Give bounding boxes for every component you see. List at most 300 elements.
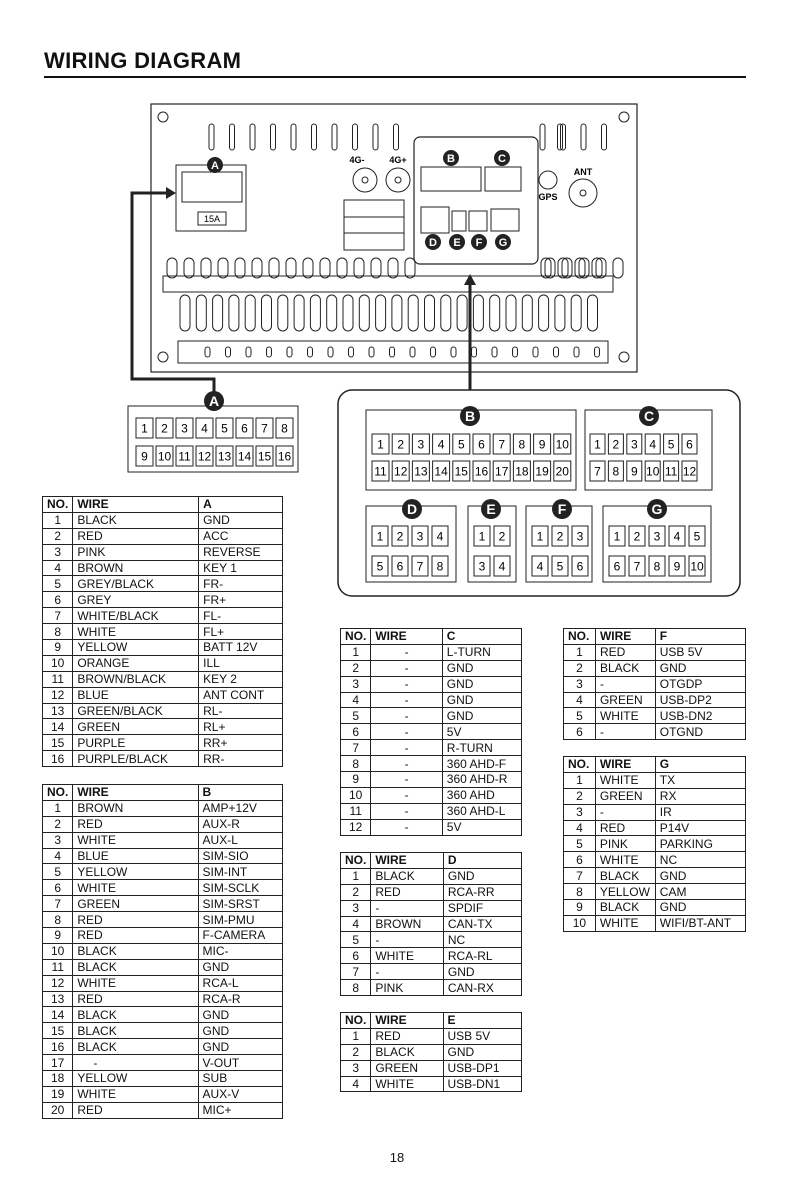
table-cell: SIM-PMU [198, 912, 282, 928]
connector-b-pin-number: 9 [538, 437, 546, 452]
table-cell: PINK [595, 836, 655, 852]
table-header-cell: WIRE [371, 629, 442, 645]
table-cell: 6 [341, 948, 371, 964]
connector-b-pin-number: 14 [434, 464, 448, 479]
table-cell: 2 [341, 660, 371, 676]
table-row [341, 1060, 522, 1076]
table-cell: - [371, 803, 442, 819]
table-cell: YELLOW [73, 640, 199, 656]
svg-text:C: C [643, 408, 655, 424]
wiring-table-a [42, 496, 283, 767]
table-cell: WHITE [73, 1086, 198, 1102]
table-cell: 3 [341, 900, 371, 916]
table-row [43, 1039, 283, 1055]
table-cell: P14V [655, 820, 745, 836]
table-cell: 2 [43, 528, 73, 544]
table-header-cell: WIRE [371, 1013, 443, 1029]
table-cell: 14 [43, 719, 73, 735]
table-row [43, 975, 283, 991]
table-cell: 1 [564, 644, 596, 660]
table-cell: MIC- [198, 943, 282, 959]
table-cell: - [371, 644, 442, 660]
table-cell: GREEN [73, 896, 198, 912]
table-header-cell: NO. [43, 785, 73, 801]
table-cell: 4 [341, 1076, 371, 1092]
table-cell: PARKING [655, 836, 745, 852]
table-row [43, 880, 283, 896]
table-cell: GREY/BLACK [73, 576, 199, 592]
table-cell: PURPLE [73, 735, 199, 751]
table-row [564, 724, 746, 740]
plug-a [128, 391, 298, 472]
page-number: 18 [389, 1150, 405, 1165]
table-row [564, 868, 746, 884]
table-row [43, 735, 283, 751]
table-cell: RED [371, 884, 444, 900]
table-cell: - [371, 772, 442, 788]
connector-e-pin-number: 1 [478, 529, 486, 544]
connector-b-pin-number: 8 [518, 437, 526, 452]
table-row [341, 787, 522, 803]
table-header-row [564, 757, 746, 773]
table-cell: YELLOW [595, 884, 655, 900]
wiring-table-c [340, 628, 522, 836]
table-cell: - [595, 804, 655, 820]
table-cell: PINK [371, 980, 444, 996]
table-cell: SIM-SCLK [198, 880, 282, 896]
table-row [341, 884, 522, 900]
table-cell: GND [198, 959, 282, 975]
table-row [564, 708, 746, 724]
table-row [43, 560, 283, 576]
table-row [43, 624, 283, 640]
table-cell: - [371, 676, 442, 692]
connector-c-pin-number: 8 [612, 464, 620, 479]
table-cell: WIFI/BT-ANT [655, 915, 745, 931]
table-cell: WHITE [73, 624, 199, 640]
table-cell: BLACK [73, 959, 198, 975]
table-row [43, 959, 283, 975]
table-cell: - [371, 900, 444, 916]
table-cell: BLACK [371, 868, 444, 884]
table-cell: 360 AHD-L [442, 803, 521, 819]
table-row [564, 660, 746, 676]
table-header-cell: C [442, 629, 521, 645]
table-row [341, 1076, 522, 1092]
table-cell: 16 [43, 751, 73, 767]
connector-a-pin-number: 6 [241, 421, 248, 436]
table-row [43, 1086, 283, 1102]
table-cell: - [371, 932, 444, 948]
connector-c-pin-number: 1 [594, 437, 601, 452]
table-row [341, 1044, 522, 1060]
table-row [43, 640, 283, 656]
table-row [341, 948, 522, 964]
connector-g-pin-number: 4 [673, 529, 681, 544]
table-cell: BLACK [73, 512, 199, 528]
table-cell: RL- [199, 703, 283, 719]
connector-c-pin-number: 12 [682, 464, 697, 479]
connector-d-pin-number: 7 [416, 559, 424, 574]
table-cell: GND [655, 868, 745, 884]
table-cell: RL+ [199, 719, 283, 735]
table-cell: 2 [43, 816, 73, 832]
table-cell: GND [443, 868, 521, 884]
connector-b-pin-number: 17 [495, 464, 509, 479]
connector-f-pin-number: 6 [576, 559, 584, 574]
table-header-cell: NO. [341, 629, 371, 645]
table-row [564, 820, 746, 836]
svg-text:D: D [429, 237, 437, 249]
connector-b-pin-number: 20 [555, 464, 569, 479]
table-cell: L-TURN [442, 644, 521, 660]
table-row [341, 819, 522, 835]
table-header-row [43, 785, 283, 801]
table-cell: - [371, 756, 442, 772]
table-cell: 3 [564, 804, 596, 820]
table-row [341, 932, 522, 948]
table-cell: FL+ [199, 624, 283, 640]
table-cell: 9 [341, 772, 371, 788]
connector-e-pin-number: 4 [498, 559, 506, 574]
table-cell: USB-DN2 [655, 708, 745, 724]
table-row [43, 512, 283, 528]
connector-g-pin-number: 6 [613, 559, 621, 574]
connector-d-pin-number: 6 [396, 559, 404, 574]
table-row [43, 1071, 283, 1087]
table-cell: AUX-V [198, 1086, 282, 1102]
table-cell: 4 [564, 820, 596, 836]
table-cell: CAN-RX [443, 980, 521, 996]
table-cell: R-TURN [442, 740, 521, 756]
table-cell: 18 [43, 1071, 73, 1087]
table-row [564, 900, 746, 916]
table-cell: RCA-L [198, 975, 282, 991]
table-cell: 2 [341, 884, 371, 900]
table-cell: SIM-SRST [198, 896, 282, 912]
table-row [341, 900, 522, 916]
table-row [564, 804, 746, 820]
table-cell: 5V [442, 724, 521, 740]
connector-c-pin-number: 7 [594, 464, 601, 479]
table-row [564, 915, 746, 931]
connector-d-pin-number: 1 [376, 529, 384, 544]
table-cell: 15 [43, 735, 73, 751]
table-cell: 8 [43, 912, 73, 928]
table-cell: RED [73, 1102, 198, 1118]
table-cell: RR+ [199, 735, 283, 751]
table-header-cell: NO. [564, 757, 596, 773]
table-cell: USB-DP2 [655, 692, 745, 708]
table-cell: RED [73, 816, 198, 832]
table-row [564, 836, 746, 852]
wiring-table-g [563, 756, 746, 932]
svg-text:F: F [557, 501, 567, 517]
table-row [43, 816, 283, 832]
table-row [341, 980, 522, 996]
table-cell: 360 AHD-F [442, 756, 521, 772]
table-cell: RED [595, 644, 655, 660]
table-cell: WHITE [595, 852, 655, 868]
connector-g-pin-number: 10 [690, 559, 704, 574]
connector-a-pin-number: 13 [217, 449, 232, 464]
connector-e-pin-number: 2 [498, 529, 506, 544]
connector-b-pin-number: 13 [414, 464, 428, 479]
table-cell: GND [198, 1007, 282, 1023]
table-row [341, 692, 522, 708]
table-row [43, 544, 283, 560]
table-cell: BLACK [371, 1044, 443, 1060]
connector-b-pin-number: 3 [417, 437, 425, 452]
table-row [43, 576, 283, 592]
wiring-table-b [42, 784, 283, 1119]
table-cell: 2 [341, 1044, 371, 1060]
table-row [43, 719, 283, 735]
table-cell: 20 [43, 1102, 73, 1118]
table-header-cell: WIRE [73, 785, 198, 801]
table-row [43, 864, 283, 880]
table-cell: 3 [341, 676, 371, 692]
table-cell: - [371, 660, 442, 676]
table-header-cell: A [199, 497, 283, 513]
table-cell: 4 [43, 848, 73, 864]
table-row [43, 1055, 283, 1071]
table-cell: FR+ [199, 592, 283, 608]
table-cell: KEY 2 [199, 671, 283, 687]
table-cell: BROWN/BLACK [73, 671, 199, 687]
table-cell: SIM-INT [198, 864, 282, 880]
table-cell: - [371, 692, 442, 708]
connector-a-pin-number: 11 [178, 449, 191, 464]
table-cell: FR- [199, 576, 283, 592]
table-cell: BLACK [73, 1023, 198, 1039]
table-cell: USB-DN1 [443, 1076, 522, 1092]
table-cell: GND [443, 1044, 522, 1060]
table-cell: RED [73, 991, 198, 1007]
connector-b-pin-number: 4 [437, 437, 445, 452]
connector-d-pin-number: 5 [376, 559, 384, 574]
table-cell: RED [595, 820, 655, 836]
table-cell: GREY [73, 592, 199, 608]
table-cell: GND [442, 676, 521, 692]
table-cell: NC [443, 932, 521, 948]
table-cell: SUB [198, 1071, 282, 1087]
table-cell: USB 5V [443, 1028, 522, 1044]
table-header-cell: B [198, 785, 282, 801]
connector-b-pin-number: 16 [474, 464, 489, 479]
table-header-cell: WIRE [73, 497, 199, 513]
wiring-table-e [340, 1012, 522, 1092]
table-cell: WHITE [73, 975, 198, 991]
table-cell: - [371, 724, 442, 740]
table-cell: BLACK [73, 943, 198, 959]
table-row [43, 751, 283, 767]
table-cell: 10 [43, 655, 73, 671]
connector-b-pin-number: 12 [394, 464, 408, 479]
table-cell: BLACK [73, 1039, 198, 1055]
table-cell: RCA-RL [443, 948, 521, 964]
connector-b-pin-number: 7 [498, 437, 506, 452]
table-cell: 6 [564, 724, 596, 740]
table-cell: GND [198, 1039, 282, 1055]
connector-c-pin-number: 4 [649, 437, 657, 452]
table-cell: KEY 1 [199, 560, 283, 576]
table-row [43, 608, 283, 624]
table-cell: 5 [341, 932, 371, 948]
table-cell: 12 [341, 819, 371, 835]
table-row [43, 671, 283, 687]
table-cell: 360 AHD [442, 787, 521, 803]
connector-a-pin-number: 16 [277, 449, 292, 464]
table-cell: YELLOW [73, 864, 198, 880]
table-cell: USB 5V [655, 644, 745, 660]
plug-group-bcdefg [338, 390, 740, 596]
table-cell: BLUE [73, 848, 198, 864]
table-cell: REVERSE [199, 544, 283, 560]
table-cell: 16 [43, 1039, 73, 1055]
table-row [43, 991, 283, 1007]
table-cell: RCA-RR [443, 884, 521, 900]
table-header-cell: NO. [341, 853, 371, 869]
table-cell: - [595, 676, 655, 692]
table-cell: GND [442, 660, 521, 676]
table-header-cell: D [443, 853, 521, 869]
table-row [564, 644, 746, 660]
table-cell: RR- [199, 751, 283, 767]
ant-label: ANT [573, 167, 593, 177]
connector-g-pin-number: 5 [693, 529, 701, 544]
table-cell: 5 [43, 864, 73, 880]
table-cell: 9 [43, 928, 73, 944]
table-cell: 10 [43, 943, 73, 959]
connector-c-pin-number: 10 [646, 464, 660, 479]
connector-a-pin-number: 3 [181, 421, 188, 436]
connector-g-pin-number: 2 [633, 529, 641, 544]
table-row [43, 655, 283, 671]
table-header-row [341, 1013, 522, 1029]
table-row [341, 868, 522, 884]
table-cell: 1 [564, 772, 596, 788]
table-cell: MIC+ [198, 1102, 282, 1118]
table-row [564, 772, 746, 788]
table-cell: 6 [564, 852, 596, 868]
connector-a-pin-number: 1 [141, 421, 148, 436]
table-cell: GND [442, 692, 521, 708]
table-row [341, 964, 522, 980]
table-cell: 14 [43, 1007, 73, 1023]
table-cell: 9 [564, 900, 596, 916]
table-cell: 8 [564, 884, 596, 900]
table-cell: GREEN [595, 692, 655, 708]
connector-c-pin-number: 9 [630, 464, 638, 479]
table-cell: - [371, 740, 442, 756]
table-cell: 6 [341, 724, 371, 740]
connector-g-pin-number: 9 [673, 559, 681, 574]
connector-c-pin-number: 11 [664, 464, 678, 479]
table-cell: ACC [199, 528, 283, 544]
table-cell: RCA-R [198, 991, 282, 1007]
table-row [43, 896, 283, 912]
table-row [43, 912, 283, 928]
table-cell: 4 [43, 560, 73, 576]
table-cell: 7 [341, 964, 371, 980]
table-cell: ILL [199, 655, 283, 671]
table-cell: 15 [43, 1023, 73, 1039]
connector-d-pin-number: 4 [436, 529, 444, 544]
connector-g-pin-number: 8 [653, 559, 661, 574]
table-cell: GND [198, 1023, 282, 1039]
table-cell: BATT 12V [199, 640, 283, 656]
table-header-row [341, 629, 522, 645]
connector-a-pin-number: 5 [221, 421, 228, 436]
table-cell: WHITE/BLACK [73, 608, 199, 624]
wiring-table-f [563, 628, 746, 740]
table-cell: RED [73, 528, 199, 544]
table-cell: - [371, 708, 442, 724]
connector-e-pin-number: 3 [478, 559, 486, 574]
table-row [43, 1023, 283, 1039]
table-cell: PURPLE/BLACK [73, 751, 199, 767]
connector-c-pin-number: 5 [667, 437, 675, 452]
table-cell: RED [371, 1028, 443, 1044]
table-cell: BLACK [73, 1007, 198, 1023]
table-cell: RX [655, 788, 745, 804]
table-cell: - [73, 1055, 198, 1071]
table-cell: - [371, 819, 442, 835]
svg-text:E: E [453, 237, 461, 249]
table-row [341, 676, 522, 692]
table-header-row [43, 497, 283, 513]
table-row [341, 772, 522, 788]
table-cell: 10 [564, 915, 596, 931]
table-cell: 7 [43, 896, 73, 912]
table-row [43, 1102, 283, 1118]
table-cell: 360 AHD-R [442, 772, 521, 788]
table-row [43, 848, 283, 864]
table-cell: GND [443, 964, 521, 980]
connector-b-pin-number: 11 [374, 464, 387, 479]
table-cell: 1 [43, 800, 73, 816]
connector-b-pin-number: 5 [457, 437, 465, 452]
table-cell: 7 [341, 740, 371, 756]
table-cell: GND [655, 900, 745, 916]
table-header-cell: WIRE [595, 629, 655, 645]
table-cell: - [595, 724, 655, 740]
table-header-cell: WIRE [371, 853, 444, 869]
table-cell: RED [73, 928, 198, 944]
connector-g-pin-number: 3 [653, 529, 661, 544]
table-row [564, 692, 746, 708]
table-cell: F-CAMERA [198, 928, 282, 944]
svg-text:A: A [208, 393, 220, 409]
table-row [341, 740, 522, 756]
table-header-cell: NO. [564, 629, 596, 645]
table-cell: 1 [341, 868, 371, 884]
table-cell: BROWN [73, 800, 198, 816]
4g-minus-label: 4G- [349, 155, 365, 165]
connector-a-pin-number: 2 [161, 421, 168, 436]
connector-b-pin-number: 2 [397, 437, 405, 452]
table-cell: 7 [43, 608, 73, 624]
table-cell: SPDIF [443, 900, 521, 916]
table-cell: USB-DP1 [443, 1060, 522, 1076]
svg-text:F: F [475, 237, 483, 249]
connector-c-pin-number: 6 [686, 437, 693, 452]
table-row [43, 528, 283, 544]
table-cell: 3 [341, 1060, 371, 1076]
table-cell: 2 [564, 660, 596, 676]
connector-d-pin-number: 2 [396, 529, 404, 544]
